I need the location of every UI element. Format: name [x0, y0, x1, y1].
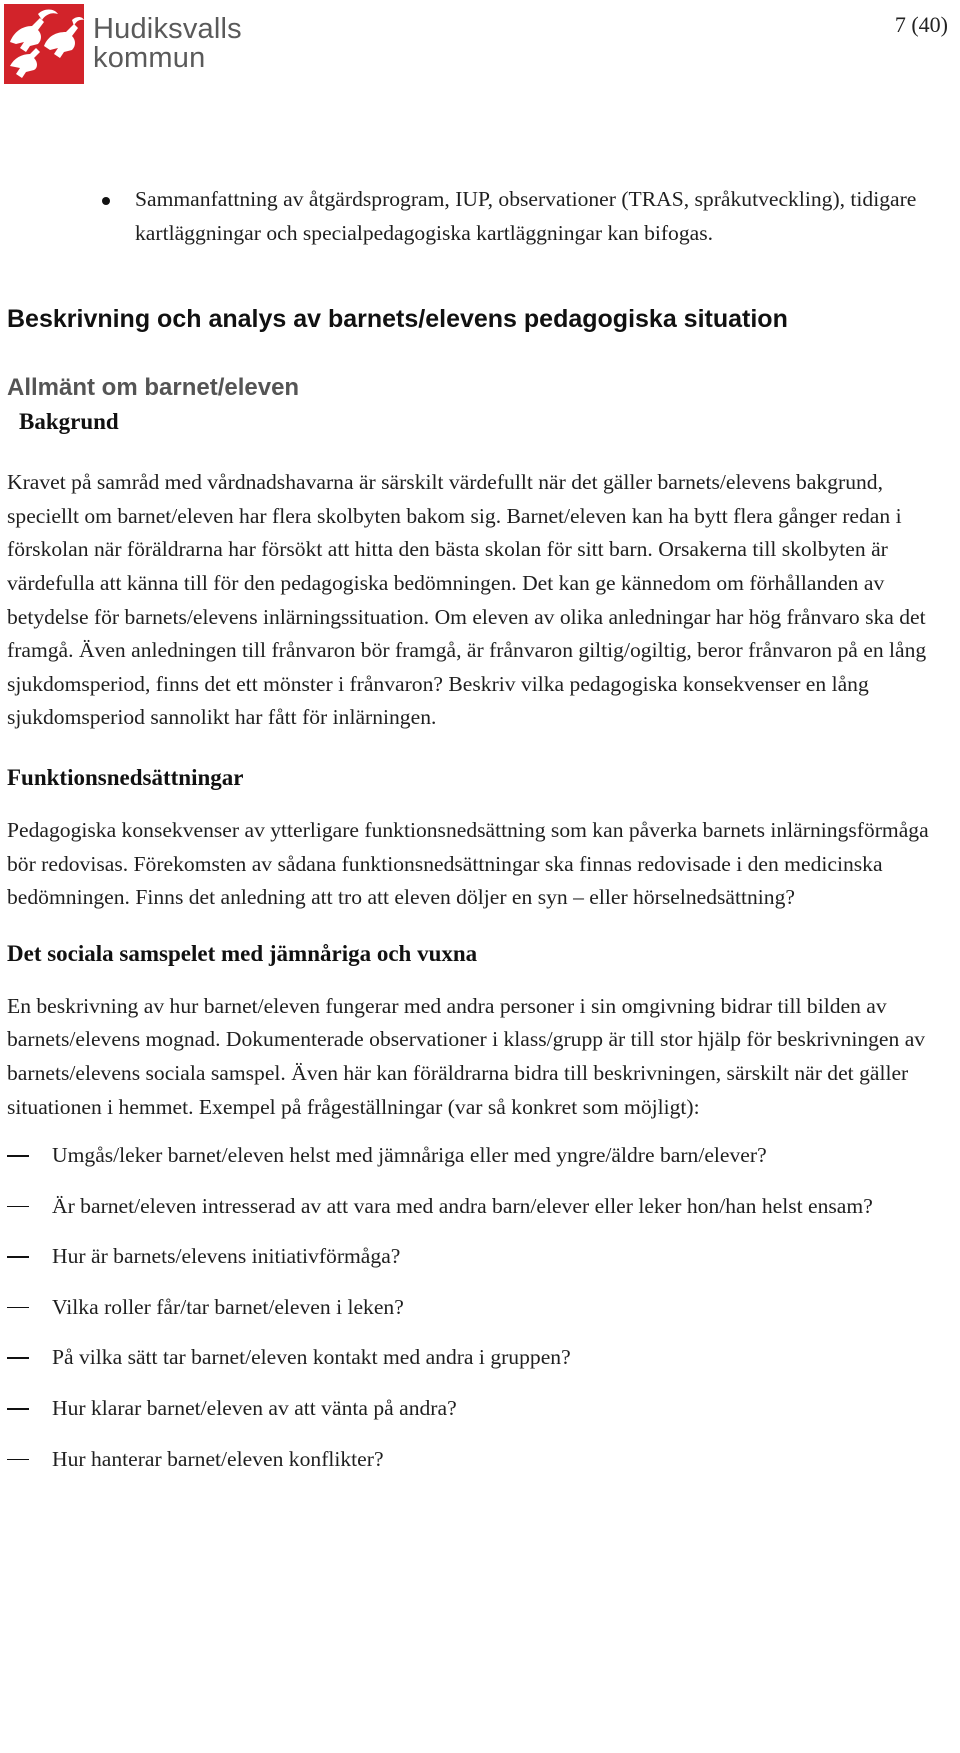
list-item	[7, 1443, 955, 1477]
goat-logo-icon	[4, 4, 84, 84]
dash-icon	[7, 1155, 29, 1157]
main-heading: Beskrivning och analys av barnets/elevens pedagogiska situation	[7, 305, 788, 334]
list-item-text: Hur klarar barnet/eleven av att vänta på andra?	[52, 1396, 457, 1421]
dash-icon	[7, 1256, 29, 1258]
bakgrund-paragraph: Kravet på samråd med vårdnadshavarna är särskilt värdefullt när det gäller barnets/elevens bakgrund, speciellt om barnet/eleven har flera skolbyten bakom sig. Barnet/eleven kan ha bytt flera gånger redan i förskolan när föräldrarna har försökt att hitta den bästa skolan för sitt barn. Orsakerna till skolbyten är värdefulla att känna till för den pedagogiska bedömningen. Det kan ge kännedom om förhållanden av betydelse för barnets/elevens inlärningssituation. Om eleven av olika anledningar har hög frånvaro ska det framgå. Även anledningen till frånvaron bör framgå, är frånvaron giltig/ogiltig, beror frånvaron på en lång sjukdomsperiod, finns det ett mönster i frånvaron? Beskriv vilka pedagogiska konsekvenser en lång sjukdomsperiod sannolikt har fått för inlärningen.	[7, 470, 927, 730]
list-item-text: Hur är barnets/elevens initiativförmåga?	[52, 1244, 401, 1269]
section-heading: Allmänt om barnet/eleven	[7, 374, 300, 402]
document-body	[7, 183, 955, 1476]
page-number: 7 (40)	[894, 12, 948, 37]
dash-icon	[7, 1206, 29, 1208]
socialt-paragraph: En beskrivning av hur barnet/eleven fungerar med andra personer i sin omgivning bidrar till bilden av barnets/elevens mognad. Dokumenterade observationer i klass/grupp är till stor hjälp för beskrivningen av barnets/elevens sociala samspel. Även här kan föräldrarna bidra till beskrivningen, särskilt när det gäller situationen i hemmet. Exempel på frågeställningar (var så konkret som möjligt):	[7, 993, 926, 1119]
bullet-dot-icon	[102, 197, 110, 205]
list-item-text: Umgås/leker barnet/eleven helst med jämnåriga eller med yngre/äldre barn/elever?	[52, 1143, 767, 1168]
dash-icon	[7, 1357, 29, 1359]
socialt-heading: Det sociala samspelet med jämnåriga och vuxna	[7, 940, 478, 966]
list-item	[7, 1190, 955, 1224]
list-item	[7, 1139, 955, 1173]
list-item-text: Är barnet/eleven intresserad av att vara med andra barn/elever eller leker hon/han helst ensam?	[52, 1193, 873, 1218]
dash-icon	[7, 1459, 29, 1461]
question-list	[7, 1139, 955, 1476]
bakgrund-heading: Bakgrund	[19, 409, 119, 435]
list-item-text: Vilka roller får/tar barnet/eleven i leken?	[52, 1294, 404, 1319]
list-item-text: På vilka sätt tar barnet/eleven kontakt med andra i gruppen?	[52, 1345, 571, 1370]
logo-line-2: kommun	[93, 42, 206, 74]
funktion-heading: Funktionsnedsättningar	[7, 764, 244, 790]
list-item	[7, 1291, 955, 1325]
logo-text	[93, 15, 242, 73]
funktion-paragraph: Pedagogiska konsekvenser av ytterligare funktionsnedsättning som kan påverka barnets inlärningsförmåga bör redovisas. Förekomsten av sådana funktionsnedsättningar ska finnas redovisade i den medicinska bedömningen. Finns det anledning att tro att eleven döljer en syn – eller hörselnedsättning?	[7, 817, 929, 910]
dash-icon	[7, 1307, 29, 1309]
list-item	[7, 1341, 955, 1375]
list-item-text: Hur hanterar barnet/eleven konflikter?	[52, 1446, 384, 1471]
intro-bullet-text: Sammanfattning av åtgärdsprogram, IUP, observationer (TRAS, språkutveckling), tidigare kartläggningar och specialpedagogiska kartläggningar kan bifogas.	[135, 187, 917, 245]
logo-line-1: Hudiksvalls	[93, 13, 242, 45]
dash-icon	[7, 1408, 29, 1410]
intro-bullet-item	[7, 183, 955, 250]
municipality-logo	[4, 4, 242, 84]
list-item	[7, 1392, 955, 1426]
list-item	[7, 1240, 955, 1274]
